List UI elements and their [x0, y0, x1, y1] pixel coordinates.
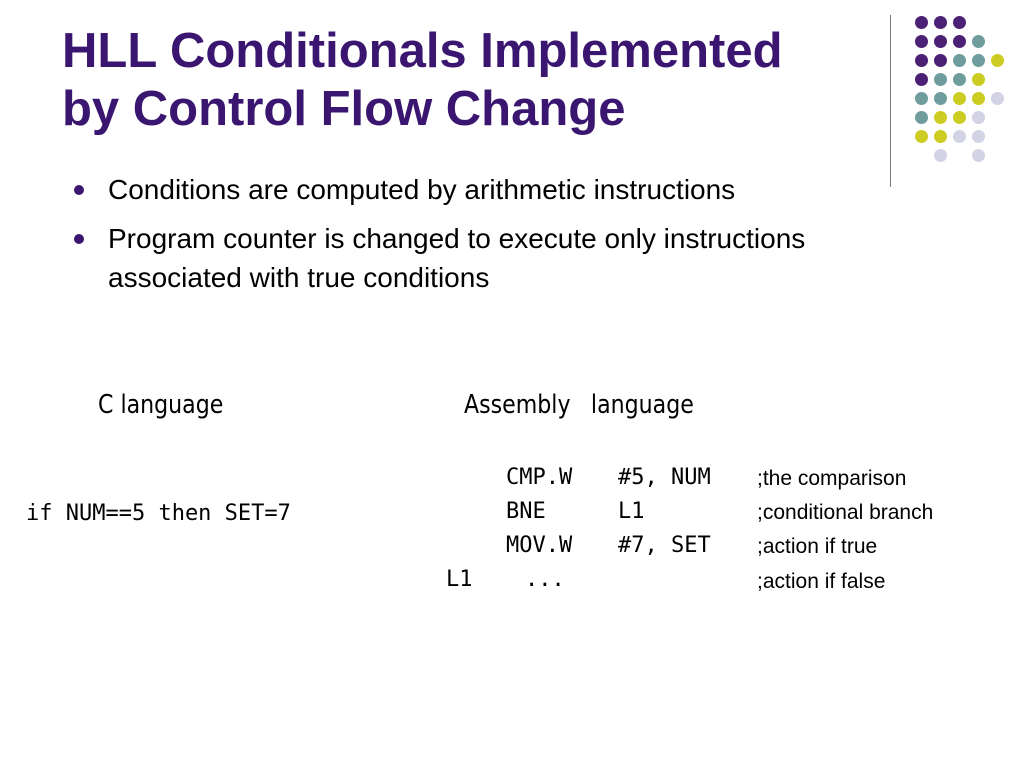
- bullet-list: [72, 170, 882, 307]
- decor-dot: [953, 54, 966, 67]
- decor-dot: [953, 16, 966, 29]
- decor-dot: [915, 73, 928, 86]
- decor-dot: [953, 92, 966, 105]
- decor-dot: [972, 73, 985, 86]
- decor-dot: [915, 54, 928, 67]
- decor-dot: [953, 35, 966, 48]
- asm-operands: L1: [618, 499, 645, 524]
- decor-dot: [991, 54, 1004, 67]
- bullet-dot-icon: [74, 185, 84, 195]
- decor-dot: [991, 92, 1004, 105]
- decor-dot: [972, 92, 985, 105]
- slide-title-line-2: by Control Flow Change: [62, 82, 626, 136]
- decor-dot: [934, 54, 947, 67]
- decor-dot: [972, 54, 985, 67]
- decor-dot: [934, 73, 947, 86]
- asm-comment: ;the comparison: [757, 467, 907, 490]
- bullet-dot-icon: [74, 234, 84, 244]
- decor-dot: [934, 16, 947, 29]
- c-code-line: if NUM==5 then SET=7: [26, 501, 291, 526]
- decor-dot: [953, 73, 966, 86]
- c-language-heading: C language: [98, 390, 224, 420]
- decor-dot: [915, 16, 928, 29]
- asm-opcode: BNE: [506, 499, 546, 524]
- asm-operands: #7, SET: [618, 533, 711, 558]
- bullet-item: [72, 170, 882, 209]
- asm-label: L1: [446, 567, 473, 592]
- decor-dot: [972, 149, 985, 162]
- asm-opcode: CMP.W: [506, 465, 573, 490]
- decor-dot: [972, 111, 985, 124]
- asm-opcode: MOV.W: [506, 533, 573, 558]
- assembly-heading-word: Assembly: [464, 390, 571, 420]
- asm-comment: ;conditional branch: [757, 501, 934, 524]
- bullet-text: Program counter is changed to execute only instructions associated with true conditions: [108, 223, 806, 293]
- asm-opcode: ...: [525, 567, 565, 592]
- asm-comment: ;action if false: [757, 570, 886, 593]
- bullet-text: Conditions are computed by arithmetic instructions: [108, 174, 736, 205]
- decor-dot: [953, 111, 966, 124]
- slide-title-line-1: HLL Conditionals Implemented: [62, 24, 783, 78]
- asm-operands: #5, NUM: [618, 465, 711, 490]
- decor-dot: [934, 130, 947, 143]
- title-divider: [890, 15, 891, 187]
- bullet-item: [72, 219, 882, 297]
- decor-dot: [972, 130, 985, 143]
- decor-dot: [934, 149, 947, 162]
- decor-dot: [915, 111, 928, 124]
- decor-dot: [953, 130, 966, 143]
- decor-dot: [934, 92, 947, 105]
- decor-dot: [915, 35, 928, 48]
- assembly-heading-word: language: [590, 390, 694, 420]
- decor-dot: [915, 130, 928, 143]
- asm-comment: ;action if true: [757, 535, 878, 558]
- slide-title: [62, 22, 892, 138]
- assembly-language-heading: [464, 390, 694, 420]
- decor-dot: [934, 111, 947, 124]
- decor-dot: [972, 35, 985, 48]
- decor-dot: [915, 92, 928, 105]
- decor-dot: [934, 35, 947, 48]
